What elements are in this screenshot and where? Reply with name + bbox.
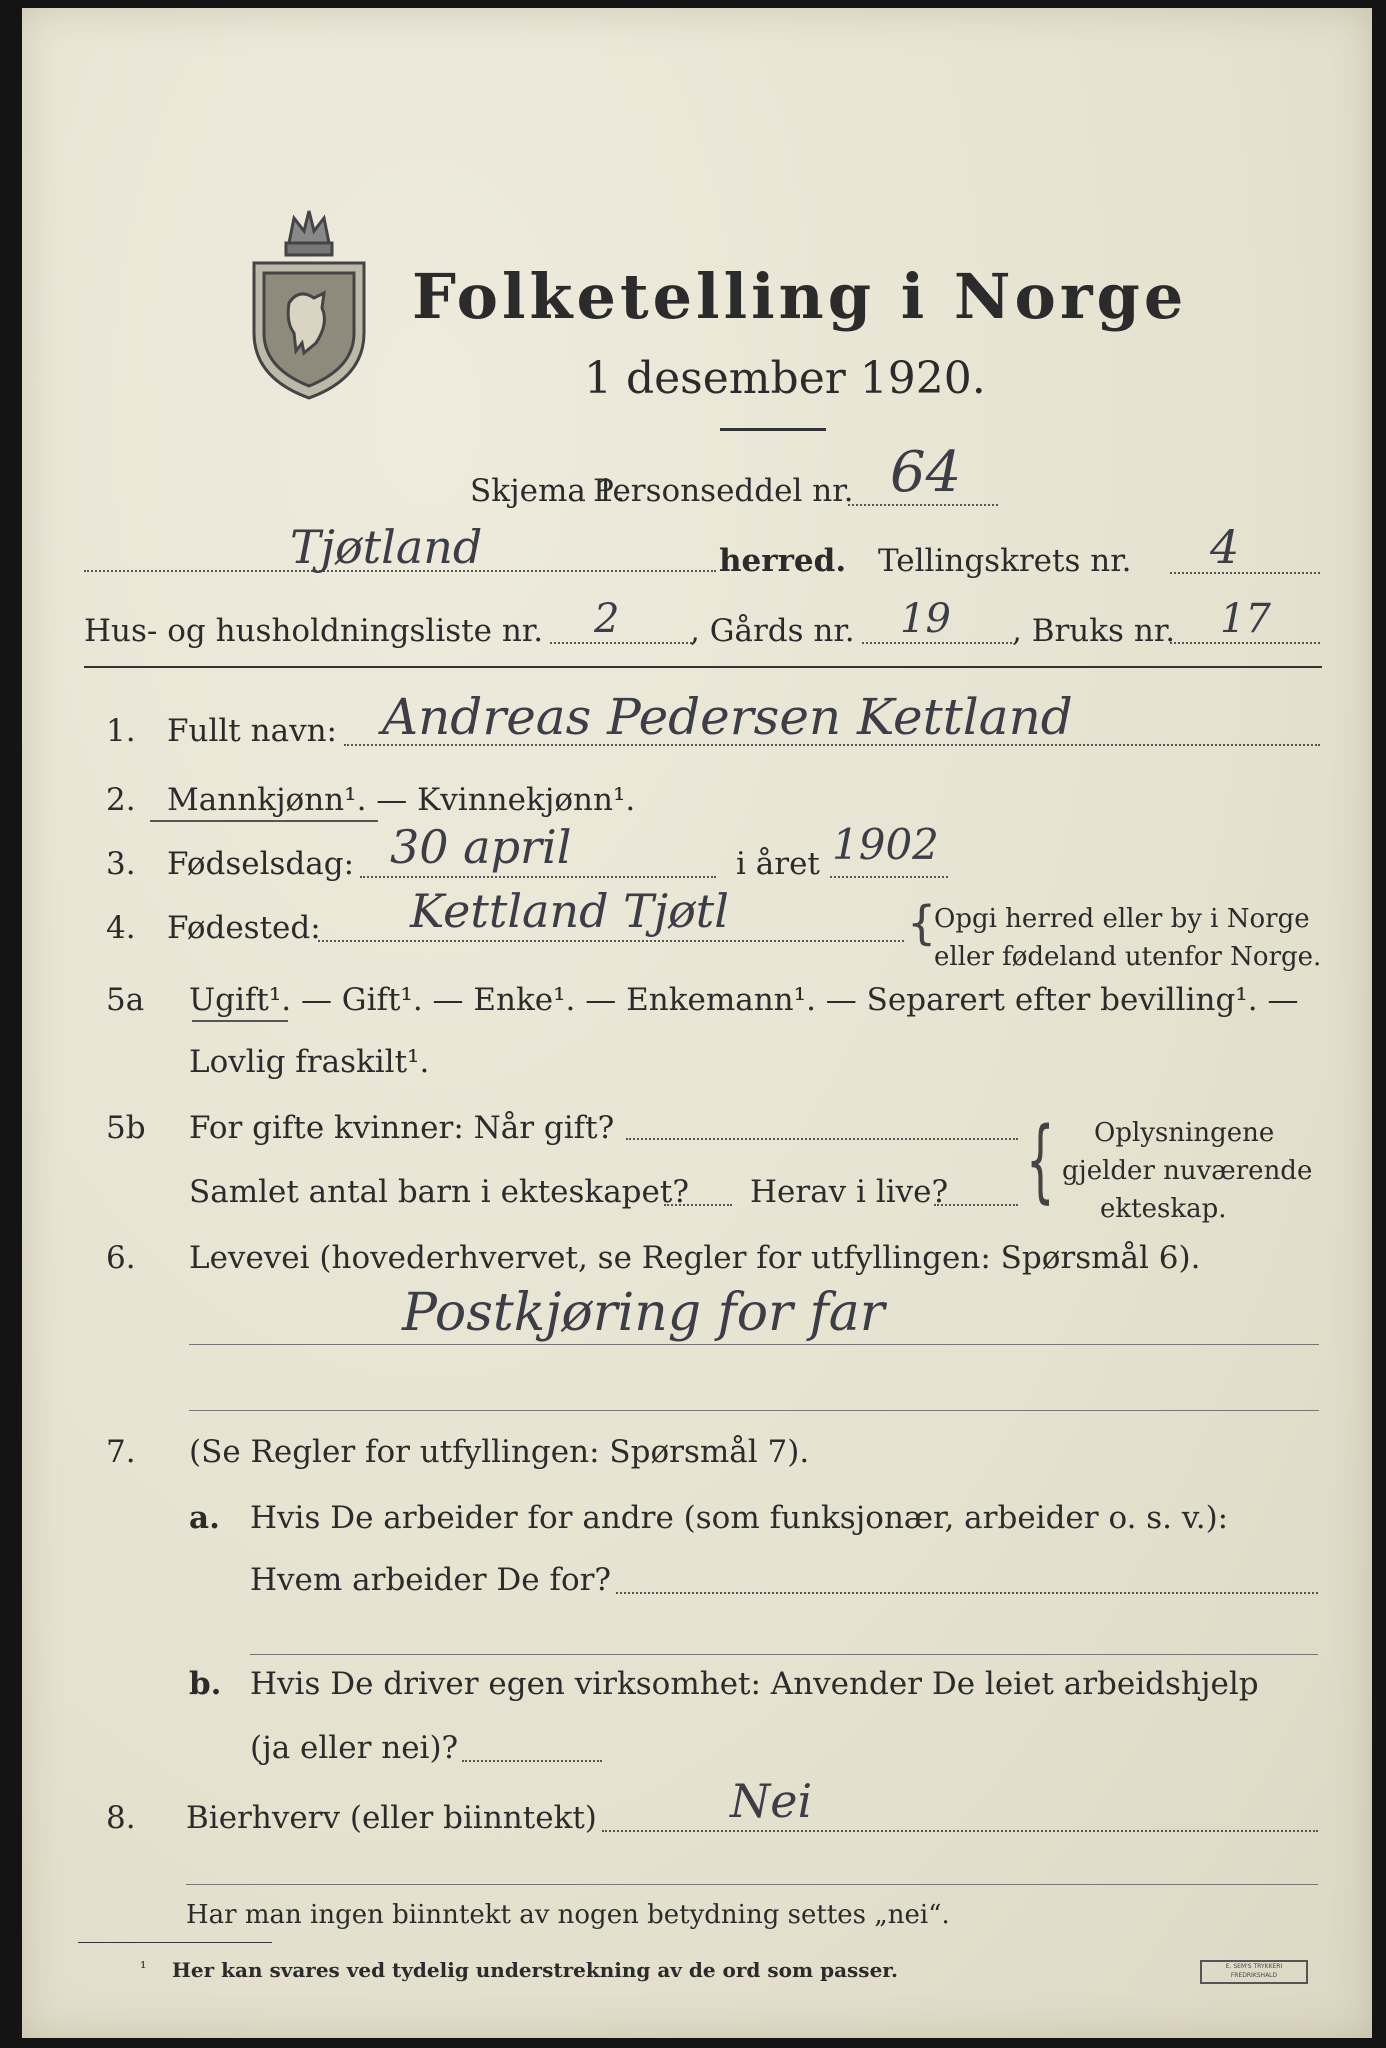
form-title: Folketelling i Norge (412, 260, 1188, 333)
q8-label: Bierhverv (eller biinntekt) (186, 1800, 597, 1836)
gards-label: , Gårds nr. (690, 613, 855, 649)
q7b-letter: b. (189, 1666, 222, 1702)
q3-year-label: i året (736, 846, 820, 882)
census-form-sheet (22, 8, 1372, 2038)
q5b-label-2: Samlet antal barn i ekteskapet? (189, 1174, 689, 1210)
q7a-line-1 (616, 1592, 1318, 1594)
q5b-note-1: Oplysningene (1094, 1118, 1275, 1148)
q5b-label-3: Herav i live? (750, 1174, 949, 1210)
title-divider (720, 428, 826, 431)
q5b-number: 5b (106, 1110, 146, 1146)
footnote-mark: ¹ (140, 1958, 147, 1977)
q7b-line (462, 1760, 602, 1762)
q7a-question: Hvem arbeider De for? (250, 1562, 612, 1598)
herred-label: herred. (719, 543, 847, 579)
q5a-number: 5a (106, 982, 145, 1018)
q6-line-1 (189, 1344, 1319, 1345)
herred-value: Tjøtland (290, 520, 483, 574)
q5a-line-2: Lovlig fraskilt¹. (189, 1044, 430, 1080)
q5a-line-1: Ugift¹. — Gift¹. — Enke¹. — Enkemann¹. — Separert efter bevilling¹. — (189, 982, 1299, 1018)
q3-number: 3. (106, 846, 136, 882)
q8-line-1 (602, 1830, 1318, 1832)
q4-value: Kettland Tjøtl (410, 884, 729, 938)
q5b-brace: { (1026, 1108, 1055, 1213)
q6-number: 6. (106, 1240, 136, 1276)
tellingskrets-label: Tellingskrets nr. (878, 543, 1132, 579)
q3-label: Fødselsdag: (167, 846, 355, 882)
header-rule (84, 666, 1322, 668)
personseddel-label: Personseddel nr. (593, 473, 854, 509)
gards-line (862, 642, 1012, 644)
q6-value: Postkjøring for far (402, 1283, 885, 1343)
hus-label: Hus- og husholdningsliste nr. (84, 613, 544, 649)
footer-note: Har man ingen biinntekt av nogen betydning settes „nei“. (186, 1900, 950, 1930)
q4-number: 4. (106, 910, 136, 946)
q5b-line-1 (626, 1138, 1018, 1140)
q6-label: Levevei (hovederhvervet, se Regler for utfyllingen: Spørsmål 6). (189, 1240, 1201, 1276)
q7b-question: (ja eller nei)? (250, 1730, 459, 1766)
q5b-line-2 (664, 1204, 732, 1206)
q7a-letter: a. (189, 1500, 220, 1536)
form-subtitle: 1 desember 1920. (584, 353, 986, 404)
q5b-note-2: gjelder nuværende (1062, 1156, 1313, 1186)
q3-value: 30 april (390, 820, 572, 874)
q3-year-line (830, 876, 948, 878)
printer-stamp: E. SEM'S TRYKKERI FREDRIKSHALD (1200, 1960, 1308, 1984)
bruks-value: 17 (1220, 596, 1271, 642)
q8-value: Nei (730, 1774, 813, 1828)
q4-label: Fødested: (167, 910, 321, 946)
tellingskrets-line (1170, 572, 1320, 574)
q2-underline (150, 820, 378, 822)
q3-year-value: 1902 (832, 820, 939, 869)
q2-text: Mannkjønn¹. — Kvinnekjønn¹. (167, 782, 636, 818)
q2-number: 2. (106, 782, 136, 818)
q7a-text: Hvis De arbeider for andre (som funksjonær, arbeider o. s. v.): (250, 1500, 1229, 1536)
q7b-text: Hvis De driver egen virksomhet: Anvender De leiet arbeidshjelp (250, 1666, 1259, 1702)
q5b-line-3 (934, 1204, 1018, 1206)
hus-value: 2 (594, 596, 620, 642)
personseddel-value: 64 (890, 440, 962, 505)
q7-number: 7. (106, 1434, 136, 1470)
q4-line (318, 940, 904, 942)
q1-value: Andreas Pedersen Kettland (382, 688, 1073, 746)
hus-line (550, 642, 692, 644)
q1-number: 1. (106, 713, 136, 749)
q8-number: 8. (106, 1800, 136, 1836)
q4-brace: { (907, 896, 937, 950)
q7-label: (Se Regler for utfyllingen: Spørsmål 7). (189, 1434, 810, 1470)
q4-note-2: eller fødeland utenfor Norge. (934, 942, 1322, 972)
gards-value: 19 (900, 596, 951, 642)
q5a-underline (192, 1020, 288, 1022)
q4-note-1: Opgi herred eller by i Norge (934, 904, 1310, 934)
q7a-line-2 (250, 1654, 1318, 1655)
footnote-rule (78, 1942, 272, 1943)
q1-label: Fullt navn: (167, 713, 337, 749)
q5b-note-3: ekteskap. (1100, 1194, 1227, 1224)
q3-line (360, 876, 716, 878)
bruks-label: , Bruks nr. (1012, 613, 1176, 649)
footnote-text: Her kan svares ved tydelig understrekning av de ord som passer. (172, 1958, 898, 1982)
q6-line-2 (189, 1410, 1319, 1411)
coat-of-arms-icon (244, 193, 374, 403)
skjema-label: Skjema 1. (470, 473, 626, 509)
q5b-label-1: For gifte kvinner: Når gift? (189, 1110, 615, 1146)
tellingskrets-value: 4 (1210, 520, 1240, 574)
bruks-line (1170, 642, 1320, 644)
q8-line-2 (186, 1884, 1318, 1885)
